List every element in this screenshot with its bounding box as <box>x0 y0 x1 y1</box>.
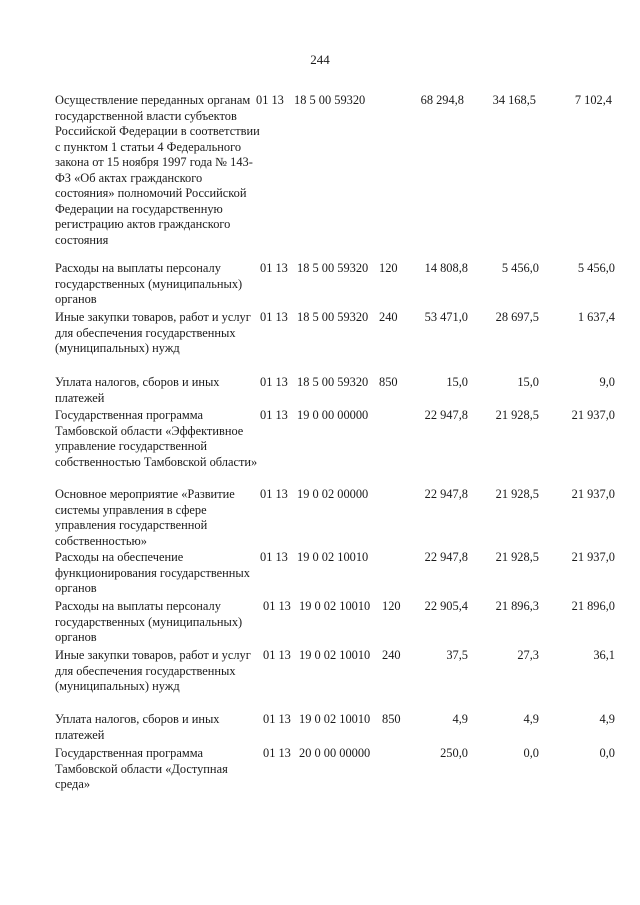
row-value-1: 22 947,8 <box>424 487 468 501</box>
row-target-code: 19 0 02 10010 <box>299 648 371 662</box>
row-name: Уплата налогов, сборов и иных платежей <box>55 712 220 742</box>
row-value-2: 21 896,3 <box>495 599 539 613</box>
row-expense-type: 120 <box>382 599 401 613</box>
row-section-code: 01 13 <box>263 648 291 662</box>
row-value-2: 21 928,5 <box>495 550 539 564</box>
row-value-1: 53 471,0 <box>424 310 468 324</box>
row-target-code: 19 0 00 00000 <box>297 408 369 422</box>
row-value-3: 7 102,4 <box>574 93 612 107</box>
row-value-3: 1 637,4 <box>577 310 615 324</box>
row-value-1: 14 808,8 <box>424 261 468 275</box>
row-value-2: 0,0 <box>523 746 539 760</box>
row-section-code: 01 13 <box>260 261 288 275</box>
row-value-2: 34 168,5 <box>492 93 536 107</box>
row-value-3: 0,0 <box>599 746 615 760</box>
row-value-3: 21 937,0 <box>571 487 615 501</box>
row-value-2: 27,3 <box>517 648 539 662</box>
row-name: Расходы на обеспечение функционирования государственных органов <box>55 550 250 595</box>
row-target-code: 18 5 00 59320 <box>297 310 369 324</box>
row-section-code: 01 13 <box>263 746 291 760</box>
row-expense-type: 240 <box>379 310 398 324</box>
row-value-2: 5 456,0 <box>501 261 539 275</box>
row-name: Осуществление переданных органам государственной власти субъектов Российской Федерации в соответствии с пунктом 1 статьи 4 Федерального закона от 15 ноября 1997 года № 143-ФЗ «Об актах гражданского состояния» полномочий Российской Федерации на государственную регистрацию актов гражданского состояния <box>55 93 260 247</box>
row-value-2: 21 928,5 <box>495 408 539 422</box>
row-value-3: 21 896,0 <box>571 599 615 613</box>
row-section-code: 01 13 <box>256 93 284 107</box>
row-section-code: 01 13 <box>260 550 288 564</box>
row-value-1: 37,5 <box>446 648 468 662</box>
row-target-code: 18 5 00 59320 <box>294 93 366 107</box>
row-name: Государственная программа Тамбовской области «Эффективное управление государственной собственностью Тамбовской области» <box>55 408 258 469</box>
row-value-1: 4,9 <box>452 712 468 726</box>
row-name: Иные закупки товаров, работ и услуг для обеспечения государственных (муниципальных) нужд <box>55 648 251 693</box>
row-name: Уплата налогов, сборов и иных платежей <box>55 375 220 405</box>
row-value-3: 9,0 <box>599 375 615 389</box>
row-target-code: 18 5 00 59320 <box>297 375 369 389</box>
row-target-code: 19 0 02 10010 <box>297 550 369 564</box>
row-section-code: 01 13 <box>260 310 288 324</box>
row-value-2: 4,9 <box>523 712 539 726</box>
row-value-2: 21 928,5 <box>495 487 539 501</box>
row-value-1: 15,0 <box>446 375 468 389</box>
row-name: Иные закупки товаров, работ и услуг для обеспечения государственных (муниципальных) нужд <box>55 310 251 355</box>
row-value-1: 22 905,4 <box>424 599 468 613</box>
row-value-3: 21 937,0 <box>571 550 615 564</box>
row-expense-type: 120 <box>379 261 398 275</box>
row-section-code: 01 13 <box>260 408 288 422</box>
row-target-code: 19 0 02 10010 <box>299 599 371 613</box>
row-name: Основное мероприятие «Развитие системы управления в сфере управления государственной собственностью» <box>55 487 235 548</box>
row-value-3: 21 937,0 <box>571 408 615 422</box>
row-expense-type: 850 <box>379 375 398 389</box>
row-value-2: 15,0 <box>517 375 539 389</box>
row-value-3: 4,9 <box>599 712 615 726</box>
row-value-1: 250,0 <box>440 746 468 760</box>
row-name: Расходы на выплаты персоналу государственных (муниципальных) органов <box>55 599 243 644</box>
row-target-code: 19 0 02 10010 <box>299 712 371 726</box>
row-name: Расходы на выплаты персоналу государственных (муниципальных) органов <box>55 261 243 306</box>
row-section-code: 01 13 <box>263 712 291 726</box>
row-value-1: 68 294,8 <box>420 93 464 107</box>
row-target-code: 19 0 02 00000 <box>297 487 369 501</box>
row-section-code: 01 13 <box>263 599 291 613</box>
row-section-code: 01 13 <box>260 487 288 501</box>
row-name: Государственная программа Тамбовской области «Доступная среда» <box>55 746 228 791</box>
row-target-code: 20 0 00 00000 <box>299 746 371 760</box>
row-value-3: 5 456,0 <box>577 261 615 275</box>
row-expense-type: 850 <box>382 712 401 726</box>
row-value-1: 22 947,8 <box>424 550 468 564</box>
row-expense-type: 240 <box>382 648 401 662</box>
row-value-3: 36,1 <box>593 648 615 662</box>
row-section-code: 01 13 <box>260 375 288 389</box>
row-target-code: 18 5 00 59320 <box>297 261 369 275</box>
page-number: 244 <box>310 52 330 67</box>
row-value-2: 28 697,5 <box>495 310 539 324</box>
row-value-1: 22 947,8 <box>424 408 468 422</box>
